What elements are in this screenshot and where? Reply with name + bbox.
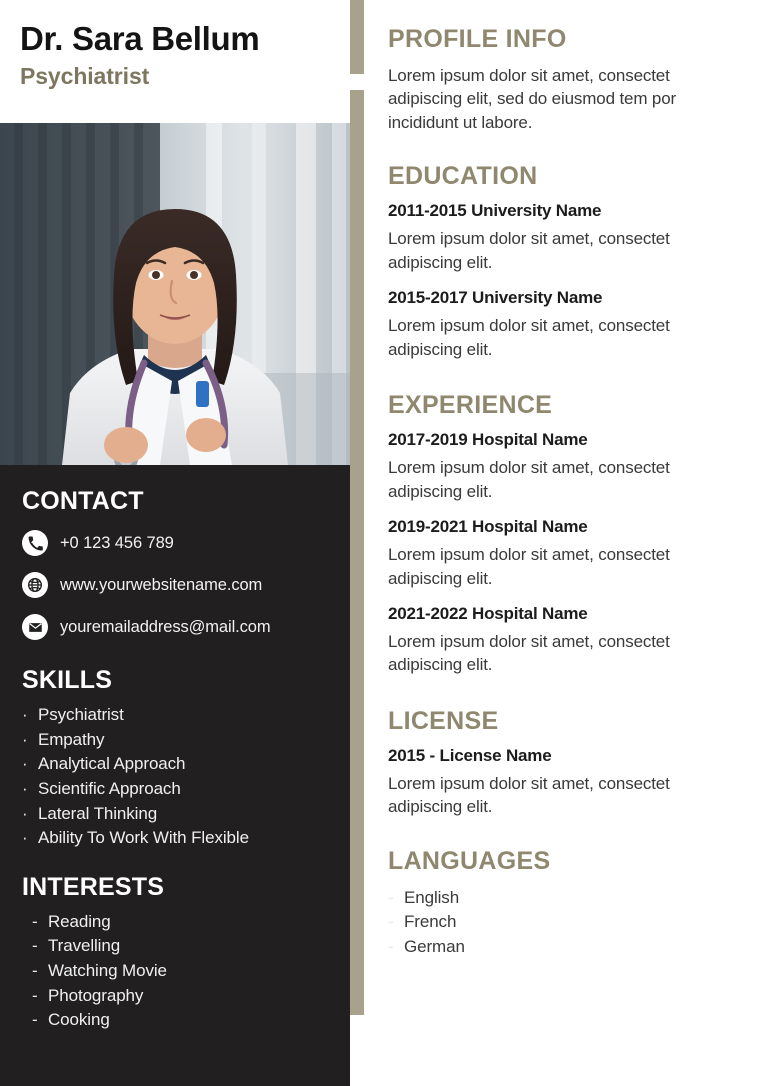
experience-entry — [388, 430, 748, 503]
interest-label: Reading — [48, 911, 111, 931]
left-sidebar — [0, 0, 350, 1086]
education-heading: EDUCATION — [388, 162, 538, 191]
entry-description: Lorem ipsum dolor sit amet, consectet adipiscing elit. — [388, 773, 670, 817]
accent-bar-main — [350, 90, 364, 1015]
name-block — [0, 0, 350, 123]
list-item — [22, 934, 334, 959]
interest-label: Photography — [48, 985, 144, 1005]
bullet-marker: · — [22, 729, 28, 749]
list-item — [22, 826, 334, 851]
entry-title: 2015-2017 University Name — [388, 288, 603, 308]
education-entry — [388, 288, 748, 361]
website-value: www.yourwebsitename.com — [60, 575, 263, 594]
skill-label: Empathy — [38, 729, 105, 749]
interests-heading: INTERESTS — [22, 872, 165, 901]
contact-item-phone[interactable] — [22, 530, 334, 556]
skill-label: Analytical Approach — [38, 754, 186, 774]
interest-label: Watching Movie — [48, 961, 167, 981]
license-heading: LICENSE — [388, 706, 499, 735]
bullet-marker: - — [388, 912, 394, 932]
main-content — [388, 0, 748, 1086]
skill-label: Lateral Thinking — [38, 803, 158, 823]
entry-title: 2017-2019 Hospital Name — [388, 430, 588, 450]
bullet-marker: · — [22, 754, 28, 774]
education-entry — [388, 201, 748, 274]
contact-item-email[interactable] — [22, 614, 334, 640]
list-item — [22, 959, 334, 984]
entry-title: 2011-2015 University Name — [388, 201, 602, 221]
job-title: Psychiatrist — [20, 62, 150, 89]
entry-title: 2015 - License Name — [388, 745, 552, 765]
experience-entry — [388, 604, 748, 677]
experience-heading: EXPERIENCE — [388, 391, 553, 420]
bullet-marker: - — [388, 937, 394, 957]
language-label: English — [404, 887, 460, 907]
email-value: youremailaddress@mail.com — [60, 617, 271, 636]
bullet-marker: - — [32, 985, 38, 1005]
interest-label: Travelling — [48, 936, 121, 956]
entry-description: Lorem ipsum dolor sit amet, consectet adipiscing elit. — [388, 316, 670, 359]
globe-icon — [22, 572, 48, 598]
bullet-marker: - — [32, 1010, 38, 1030]
skills-list — [22, 703, 334, 851]
list-item — [22, 777, 334, 802]
interest-label: Cooking — [48, 1010, 110, 1030]
bullet-marker: - — [32, 961, 38, 981]
interests-list — [22, 910, 334, 1033]
entry-title: 2019-2021 Hospital Name — [388, 517, 588, 537]
contact-item-website[interactable] — [22, 572, 334, 598]
skill-label: Ability To Work With Flexible — [38, 828, 249, 848]
bullet-marker: - — [388, 887, 394, 907]
language-label: German — [404, 937, 465, 957]
skill-label: Scientific Approach — [38, 778, 181, 798]
envelope-icon — [22, 614, 48, 640]
phone-value: +0 123 456 789 — [60, 533, 174, 552]
bullet-marker: · — [22, 803, 28, 823]
skill-label: Psychiatrist — [38, 705, 124, 724]
list-item — [388, 935, 748, 960]
list-item — [22, 1008, 334, 1033]
bullet-marker: · — [22, 705, 28, 724]
list-item — [22, 752, 334, 777]
phone-icon — [22, 530, 48, 556]
entry-description: Lorem ipsum dolor sit amet, consectet adipiscing elit. — [388, 545, 670, 588]
skills-heading: SKILLS — [22, 666, 113, 694]
languages-list — [388, 886, 748, 960]
list-item — [22, 910, 334, 935]
list-item — [22, 984, 334, 1009]
accent-bar-top — [350, 0, 364, 74]
bullet-marker: - — [32, 911, 38, 931]
bullet-marker: - — [32, 936, 38, 956]
profile-heading: PROFILE INFO — [388, 25, 567, 53]
list-item — [388, 910, 748, 935]
list-item — [22, 703, 334, 728]
entry-description: Lorem ipsum dolor sit amet, consectet adipiscing elit. — [388, 631, 670, 675]
list-item — [22, 802, 334, 827]
profile-photo — [0, 123, 350, 465]
license-entry — [388, 746, 748, 819]
bullet-marker: · — [22, 778, 28, 798]
languages-heading: LANGUAGES — [388, 846, 551, 875]
list-item — [22, 728, 334, 753]
entry-description: Lorem ipsum dolor sit amet, consectet adipiscing elit. — [388, 229, 670, 272]
contact-heading: CONTACT — [22, 487, 144, 515]
bullet-marker: · — [22, 828, 28, 848]
experience-entry — [388, 517, 748, 590]
entry-title: 2021-2022 Hospital Name — [388, 603, 588, 623]
entry-description: Lorem ipsum dolor sit amet, consectet adipiscing elit. — [388, 458, 670, 501]
profile-text: Lorem ipsum dolor sit amet, consectet adipiscing elit, sed do eiusmod tem por incididunt ut labore. — [388, 66, 677, 132]
page-title: Dr. Sara Bellum — [20, 20, 260, 57]
language-label: French — [404, 912, 457, 932]
list-item — [388, 886, 748, 911]
dark-info-panel — [0, 465, 350, 1086]
